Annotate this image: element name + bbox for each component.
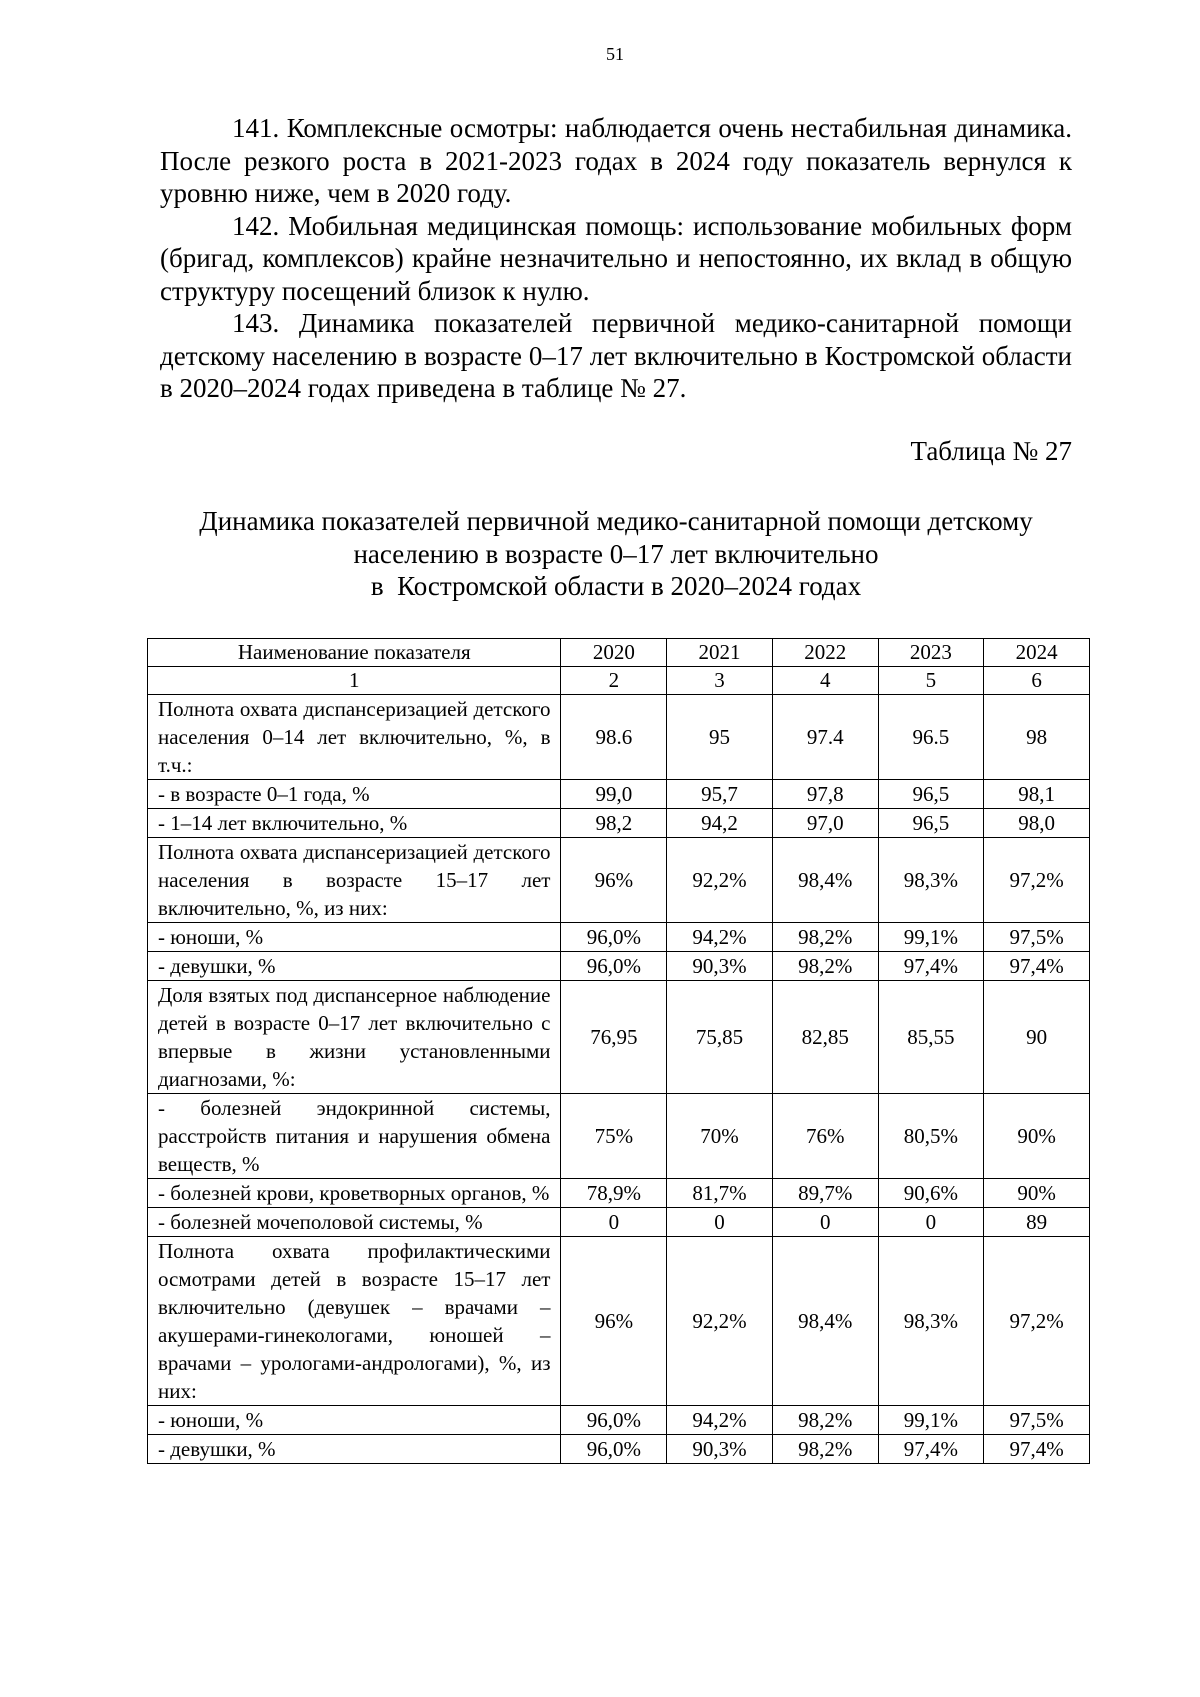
table-row bbox=[148, 981, 1090, 1094]
value-cell: 76% bbox=[772, 1094, 878, 1179]
value-cell: 98,1 bbox=[984, 780, 1090, 809]
value-cell: 94,2% bbox=[667, 923, 773, 952]
table-row bbox=[148, 1237, 1090, 1406]
indicator-name-cell: - юноши, % bbox=[148, 1406, 561, 1435]
header-cell: 2021 bbox=[667, 639, 773, 667]
value-cell: 97,4% bbox=[878, 952, 984, 981]
table-row bbox=[148, 1406, 1090, 1435]
value-cell: 96% bbox=[561, 1237, 667, 1406]
indicator-name-cell: - болезней эндокринной системы, расстройств питания и нарушения обмена веществ, % bbox=[148, 1094, 561, 1179]
value-cell: 95,7 bbox=[667, 780, 773, 809]
value-cell: 98,3% bbox=[878, 1237, 984, 1406]
table-title-line-1: Динамика показателей первичной медико-санитарной помощи детскому bbox=[199, 506, 1033, 536]
indicator-name-cell: Полнота охвата диспансеризацией детского населения в возрасте 15–17 лет включительно, %, из них: bbox=[148, 838, 561, 923]
value-cell: 98,2% bbox=[772, 1406, 878, 1435]
indicator-name-cell: - девушки, % bbox=[148, 1435, 561, 1464]
paragraph-143: 143. Динамика показателей первичной медико-санитарной помощи детскому населению в возрасте 0–17 лет включительно в Костромской области в 2020–2024 годах приведена в таблице № 27. bbox=[160, 308, 1072, 403]
value-cell: 97,0 bbox=[772, 809, 878, 838]
value-cell: 96,5 bbox=[878, 780, 984, 809]
value-cell: 94,2 bbox=[667, 809, 773, 838]
numbering-cell: 1 bbox=[148, 667, 561, 695]
numbering-cell: 4 bbox=[772, 667, 878, 695]
value-cell: 96,0% bbox=[561, 1406, 667, 1435]
header-cell: Наименование показателя bbox=[148, 639, 561, 667]
value-cell: 90,6% bbox=[878, 1179, 984, 1208]
numbering-cell: 3 bbox=[667, 667, 773, 695]
value-cell: 97,2% bbox=[984, 1237, 1090, 1406]
header-cell: 2022 bbox=[772, 639, 878, 667]
value-cell: 90,3% bbox=[667, 952, 773, 981]
value-cell: 75,85 bbox=[667, 981, 773, 1094]
value-cell: 81,7% bbox=[667, 1179, 773, 1208]
value-cell: 96,0% bbox=[561, 923, 667, 952]
header-cell: 2020 bbox=[561, 639, 667, 667]
indicator-name-cell: - в возрасте 0–1 года, % bbox=[148, 780, 561, 809]
indicator-name-cell: - болезней мочеполовой системы, % bbox=[148, 1208, 561, 1237]
indicator-name-cell: Доля взятых под диспансерное наблюдение детей в возрасте 0–17 лет включительно с впервые в жизни установленными диагнозами, %: bbox=[148, 981, 561, 1094]
value-cell: 0 bbox=[878, 1208, 984, 1237]
indicators-table bbox=[147, 638, 1090, 1464]
value-cell: 99,1% bbox=[878, 923, 984, 952]
indicator-name-cell: - болезней крови, кроветворных органов, % bbox=[148, 1179, 561, 1208]
indicator-name-cell: - юноши, % bbox=[148, 923, 561, 952]
table-row bbox=[148, 838, 1090, 923]
value-cell: 0 bbox=[772, 1208, 878, 1237]
value-cell: 85,55 bbox=[878, 981, 984, 1094]
table-row bbox=[148, 952, 1090, 981]
table-title-line-3: в Костромской области в 2020–2024 годах bbox=[370, 571, 862, 601]
table-row bbox=[148, 695, 1090, 780]
value-cell: 94,2% bbox=[667, 1406, 773, 1435]
table-row bbox=[148, 923, 1090, 952]
indicator-name-cell: Полнота охвата диспансеризацией детского населения 0–14 лет включительно, %, в т.ч.: bbox=[148, 695, 561, 780]
table-label: Таблица № 27 bbox=[910, 436, 1072, 466]
indicators-table-body bbox=[148, 639, 1090, 1464]
value-cell: 90% bbox=[984, 1094, 1090, 1179]
value-cell: 96% bbox=[561, 838, 667, 923]
value-cell: 78,9% bbox=[561, 1179, 667, 1208]
table-row bbox=[148, 1208, 1090, 1237]
value-cell: 98,2 bbox=[561, 809, 667, 838]
value-cell: 96,5 bbox=[878, 809, 984, 838]
header-cell: 2024 bbox=[984, 639, 1090, 667]
value-cell: 97.4 bbox=[772, 695, 878, 780]
value-cell: 98,2% bbox=[772, 952, 878, 981]
value-cell: 98,3% bbox=[878, 838, 984, 923]
value-cell: 96.5 bbox=[878, 695, 984, 780]
page-number: 51 bbox=[606, 44, 624, 64]
table-title bbox=[130, 505, 1102, 603]
value-cell: 98,2% bbox=[772, 923, 878, 952]
value-cell: 92,2% bbox=[667, 838, 773, 923]
value-cell: 90,3% bbox=[667, 1435, 773, 1464]
paragraph-141: 141. Комплексные осмотры: наблюдается очень нестабильная динамика. После резкого роста в 2021-2023 годах в 2024 году показатель вернулся к уровню ниже, чем в 2020 году. bbox=[160, 113, 1072, 208]
value-cell: 98,2% bbox=[772, 1435, 878, 1464]
table-row bbox=[148, 1435, 1090, 1464]
value-cell: 98,4% bbox=[772, 838, 878, 923]
numbering-cell: 6 bbox=[984, 667, 1090, 695]
value-cell: 97,4% bbox=[984, 952, 1090, 981]
value-cell: 80,5% bbox=[878, 1094, 984, 1179]
value-cell: 98.6 bbox=[561, 695, 667, 780]
value-cell: 0 bbox=[561, 1208, 667, 1237]
value-cell: 98 bbox=[984, 695, 1090, 780]
table-row bbox=[148, 1179, 1090, 1208]
value-cell: 70% bbox=[667, 1094, 773, 1179]
value-cell: 97,5% bbox=[984, 923, 1090, 952]
value-cell: 99,0 bbox=[561, 780, 667, 809]
value-cell: 98,4% bbox=[772, 1237, 878, 1406]
table-numbering-row bbox=[148, 667, 1090, 695]
value-cell: 97,8 bbox=[772, 780, 878, 809]
value-cell: 89,7% bbox=[772, 1179, 878, 1208]
value-cell: 76,95 bbox=[561, 981, 667, 1094]
value-cell: 97,5% bbox=[984, 1406, 1090, 1435]
value-cell: 90 bbox=[984, 981, 1090, 1094]
body-text bbox=[160, 112, 1072, 405]
table-row bbox=[148, 780, 1090, 809]
value-cell: 0 bbox=[667, 1208, 773, 1237]
value-cell: 96,0% bbox=[561, 1435, 667, 1464]
indicator-name-cell: - девушки, % bbox=[148, 952, 561, 981]
value-cell: 97,4% bbox=[984, 1435, 1090, 1464]
value-cell: 96,0% bbox=[561, 952, 667, 981]
header-cell: 2023 bbox=[878, 639, 984, 667]
value-cell: 95 bbox=[667, 695, 773, 780]
value-cell: 99,1% bbox=[878, 1406, 984, 1435]
value-cell: 75% bbox=[561, 1094, 667, 1179]
paragraph-142: 142. Мобильная медицинская помощь: использование мобильных форм (бригад, комплексов) крайне незначительно и непостоянно, их вклад в общую структуру посещений близок к нулю. bbox=[160, 210, 1072, 306]
table-row bbox=[148, 809, 1090, 838]
table-title-line-2: населению в возрасте 0–17 лет включительно bbox=[353, 538, 879, 569]
value-cell: 97,2% bbox=[984, 838, 1090, 923]
numbering-cell: 2 bbox=[561, 667, 667, 695]
value-cell: 82,85 bbox=[772, 981, 878, 1094]
value-cell: 92,2% bbox=[667, 1237, 773, 1406]
numbering-cell: 5 bbox=[878, 667, 984, 695]
value-cell: 89 bbox=[984, 1208, 1090, 1237]
table-header-row bbox=[148, 639, 1090, 667]
value-cell: 97,4% bbox=[878, 1435, 984, 1464]
table-row bbox=[148, 1094, 1090, 1179]
value-cell: 98,0 bbox=[984, 809, 1090, 838]
indicator-name-cell: - 1–14 лет включительно, % bbox=[148, 809, 561, 838]
indicator-name-cell: Полнота охвата профилактическими осмотрами детей в возрасте 15–17 лет включительно (девушек – врачами – акушерами-гинекологами, юношей – врачами – урологами-андрологами), %, из них: bbox=[148, 1237, 561, 1406]
value-cell: 90% bbox=[984, 1179, 1090, 1208]
